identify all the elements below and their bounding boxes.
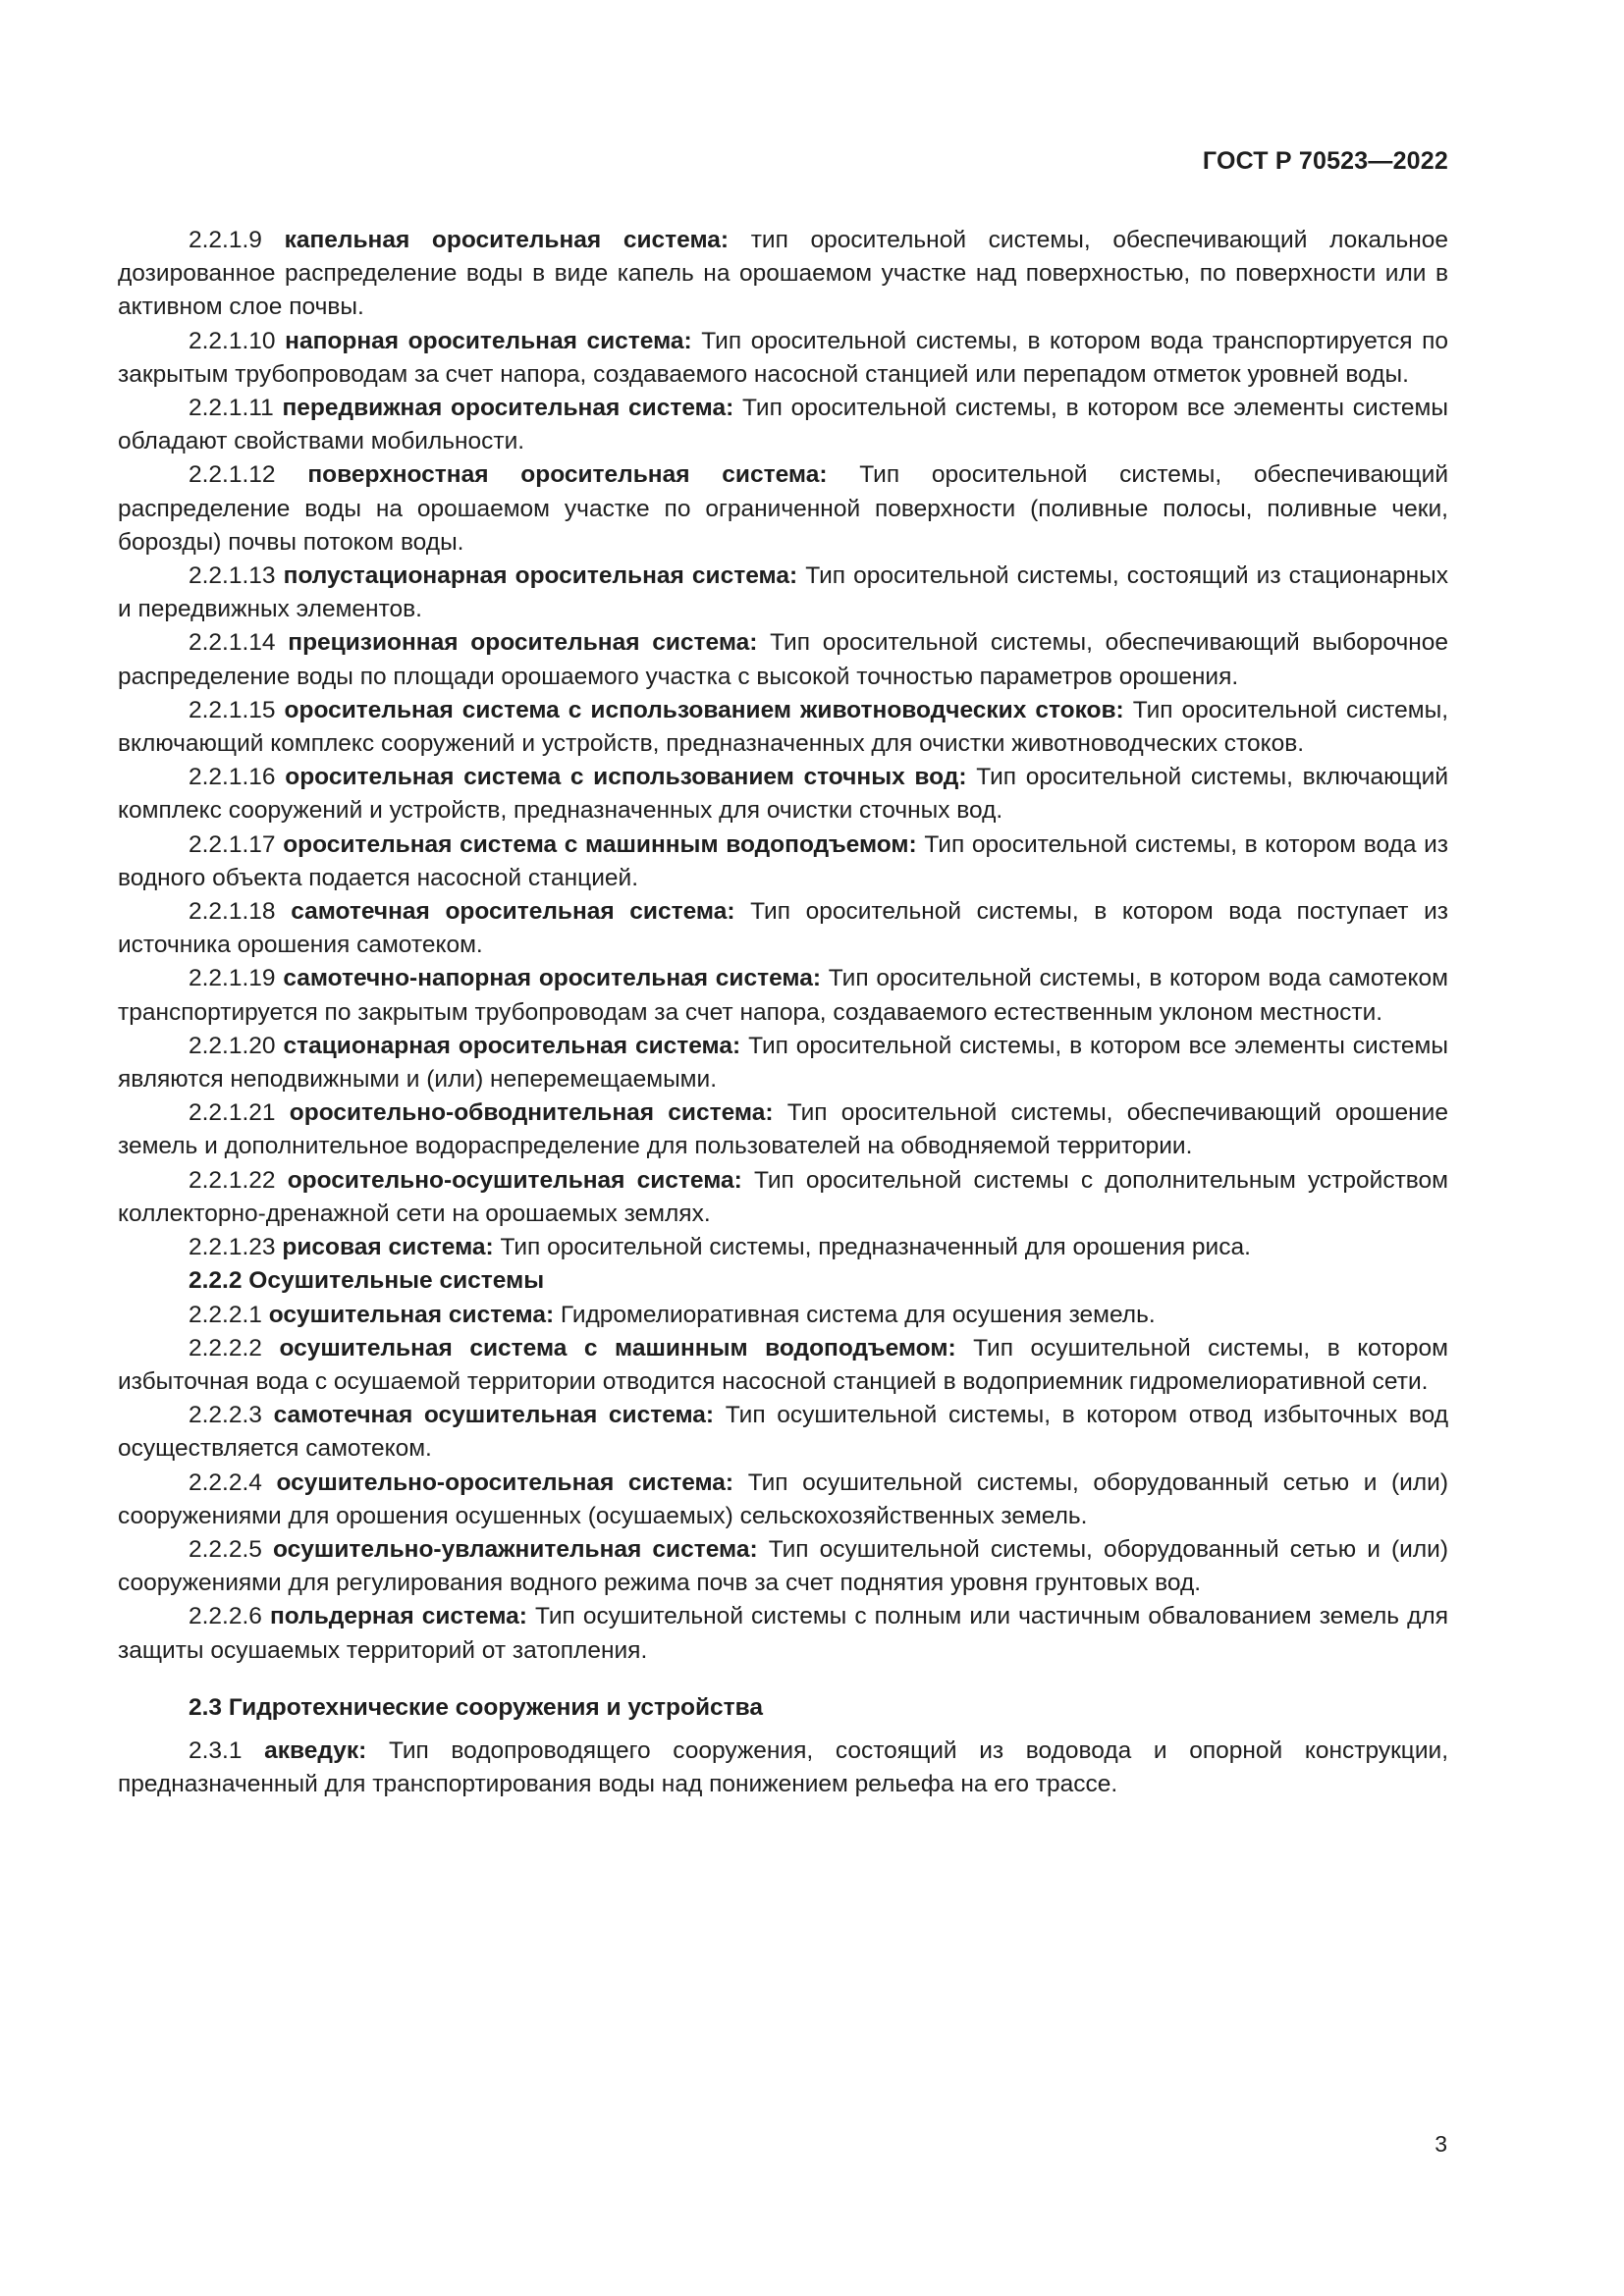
entry-term: оросительная система с использованием сточных вод: bbox=[285, 764, 967, 791]
entry-number: 2.2.1.9 bbox=[189, 227, 262, 253]
entry-definition: Тип оросительной системы, в котором все элементы системы обладают свойствами мобильности. bbox=[118, 395, 1448, 455]
definition-entry bbox=[118, 1299, 1448, 1332]
entry-term: прецизионная оросительная система: bbox=[288, 629, 758, 657]
definition-entry bbox=[118, 828, 1448, 895]
definition-entry bbox=[118, 1600, 1448, 1667]
definition-entry bbox=[118, 1096, 1448, 1163]
entry-number: 2.2.1.17 bbox=[189, 830, 276, 858]
entry-number: 2.2.2.6 bbox=[189, 1603, 262, 1630]
entry-number: 2.2.1.10 bbox=[189, 327, 276, 354]
entry-term: стационарная оросительная система: bbox=[283, 1032, 741, 1059]
entry-number: 2.2.1.18 bbox=[189, 898, 276, 926]
entry-number: 2.2.1.14 bbox=[189, 629, 276, 657]
entry-definition: Тип осушительной системы с полным или частичным обвалованием земель для защиты осушаемых территорий от затопления. bbox=[118, 1603, 1448, 1664]
definition-entry bbox=[118, 1332, 1448, 1399]
entry-definition: Тип оросительной системы, предназначенный для орошения риса. bbox=[500, 1234, 1251, 1261]
entry-definition: Тип оросительной системы, в котором вода из водного объекта подается насосной станцией. bbox=[118, 830, 1449, 891]
subsection-heading: 2.2.2 Осушительные системы bbox=[189, 1267, 545, 1295]
entry-definition: Тип осушительной системы, в котором отвод избыточных вод осуществляется самотеком. bbox=[118, 1402, 1449, 1463]
entry-term: передвижная оросительная система: bbox=[282, 395, 734, 422]
entry-definition: Тип оросительной системы, включающий комплекс сооружений и устройств, предназначенных для очистки животноводческих стоков. bbox=[118, 696, 1448, 758]
entry-definition: Тип оросительной системы, в котором вода транспортируется по закрытым трубопроводам за счет напора, создаваемого насосной станцией или перепадом отметок уровней воды. bbox=[118, 327, 1448, 388]
entry-term: оросительная система с использованием животноводческих стоков: bbox=[284, 696, 1124, 723]
entry-term: рисовая система: bbox=[282, 1234, 494, 1261]
definition-entry bbox=[118, 458, 1448, 560]
entry-definition: Тип оросительной системы, в котором вода самотеком транспортируется по закрытым трубопроводам за счет напора, создаваемого естественным уклоном местности. bbox=[118, 965, 1448, 1026]
page-number: 3 bbox=[1435, 2131, 1447, 2157]
definition-entry bbox=[118, 325, 1448, 392]
definition-entry bbox=[118, 1399, 1448, 1466]
entry-number: 2.2.1.22 bbox=[189, 1166, 276, 1194]
entry-term: полустационарная оросительная система: bbox=[283, 562, 798, 590]
document-body bbox=[118, 224, 1448, 1801]
entry-definition: Тип оросительной системы, обеспечивающий орошение земель и дополнительное водораспределение для пользователей на обводняемой территории. bbox=[118, 1099, 1448, 1160]
definition-entry bbox=[118, 1164, 1448, 1231]
definition-entry bbox=[118, 392, 1448, 458]
definition-entry bbox=[118, 560, 1448, 626]
definition-entry bbox=[118, 1533, 1448, 1600]
entry-definition: Тип оросительной системы, в котором вода поступает из источника орошения самотеком. bbox=[118, 898, 1449, 959]
entry-number: 2.2.1.15 bbox=[189, 696, 276, 723]
entry-number: 2.2.2.2 bbox=[189, 1334, 262, 1362]
entry-term: акведук: bbox=[264, 1736, 367, 1764]
entry-term: самотечная оросительная система: bbox=[291, 898, 735, 926]
entry-term: осушительно-увлажнительная система: bbox=[273, 1535, 758, 1563]
definition-entry bbox=[118, 1735, 1448, 1801]
entry-definition: Тип оросительной системы, включающий комплекс сооружений и устройств, предназначенных для очистки сточных вод. bbox=[118, 764, 1449, 825]
definition-entry bbox=[118, 626, 1448, 693]
entry-number: 2.2.1.12 bbox=[189, 461, 276, 489]
entry-term: оросительная система с машинным водоподъемом: bbox=[283, 830, 917, 858]
definition-entry bbox=[118, 962, 1448, 1029]
definition-entry bbox=[118, 224, 1448, 325]
entry-number: 2.2.1.23 bbox=[189, 1234, 276, 1261]
entry-term: поверхностная оросительная система: bbox=[307, 461, 828, 489]
entry-term: осушительная система с машинным водоподъемом: bbox=[279, 1334, 956, 1362]
definition-entry bbox=[118, 1231, 1448, 1264]
entry-definition: Тип оросительной системы, обеспечивающий выборочное распределение воды по площади орошаемого участка с высокой точностью параметров орошения. bbox=[118, 629, 1448, 690]
definition-entry bbox=[118, 694, 1448, 761]
entry-term: оросительно-обводнительная система: bbox=[289, 1099, 774, 1127]
entry-definition: Тип осушительной системы, в котором избыточная вода с осушаемой территории отводится насосной станцией в водоприемник гидромелиоративной сети. bbox=[118, 1334, 1448, 1395]
entry-definition: Тип оросительной системы, обеспечивающий распределение воды на орошаемом участке по ограниченной поверхности (поливные полосы, поливные чеки, борозды) почвы потоком воды. bbox=[118, 461, 1449, 556]
entry-definition: Тип осушительной системы, оборудованный сетью и (или) сооружениями для регулирования водного режима почв за счет поднятия уровня грунтовых вод. bbox=[118, 1535, 1449, 1597]
definition-entry bbox=[118, 1030, 1448, 1096]
entry-definition: Тип оросительной системы с дополнительным устройством коллекторно-дренажной сети на орошаемых землях. bbox=[118, 1166, 1449, 1227]
definition-entry bbox=[118, 761, 1448, 828]
entry-number: 2.2.2.4 bbox=[189, 1468, 262, 1496]
entry-term: оросительно-осушительная система: bbox=[287, 1166, 742, 1194]
entry-number: 2.3.1 bbox=[189, 1736, 243, 1764]
entry-number: 2.2.1.13 bbox=[189, 562, 276, 590]
entry-number: 2.2.1.16 bbox=[189, 764, 276, 791]
entry-definition: Тип оросительной системы, состоящий из стационарных и передвижных элементов. bbox=[118, 562, 1449, 623]
entry-term: напорная оросительная система: bbox=[285, 327, 692, 354]
entry-definition: тип оросительной системы, обеспечивающий локальное дозированное распределение воды в виде капель на орошаемом участке над поверхностью, по поверхности или в активном слое почвы. bbox=[118, 227, 1449, 321]
entry-number: 2.2.1.19 bbox=[189, 965, 276, 992]
entry-number: 2.2.1.20 bbox=[189, 1032, 276, 1059]
entry-number: 2.2.1.11 bbox=[189, 395, 274, 422]
entry-term: капельная оросительная система: bbox=[284, 227, 730, 253]
entry-term: польдерная система: bbox=[270, 1603, 527, 1630]
entry-definition: Тип оросительной системы, в котором все элементы системы являются неподвижными и (или) неперемещаемыми. bbox=[118, 1032, 1448, 1094]
entry-number: 2.2.1.21 bbox=[189, 1099, 276, 1127]
entry-term: самотечная осушительная система: bbox=[273, 1402, 715, 1429]
entry-number: 2.2.2.5 bbox=[189, 1535, 262, 1563]
definition-entry bbox=[118, 1467, 1448, 1533]
definition-entry bbox=[118, 895, 1448, 962]
entry-definition: Тип водопроводящего сооружения, состоящий из водовода и опорной конструкции, предназначенный для транспортирования воды над понижением рельефа на его трассе. bbox=[118, 1736, 1448, 1798]
entry-term: осушительно-оросительная система: bbox=[276, 1468, 734, 1496]
entry-term: самотечно-напорная оросительная система: bbox=[283, 965, 822, 992]
section-heading: 2.3 Гидротехнические сооружения и устройства bbox=[189, 1693, 764, 1721]
entry-term: осушительная система: bbox=[268, 1301, 555, 1328]
document-code: ГОСТ Р 70523—2022 bbox=[1202, 147, 1448, 175]
entry-number: 2.2.2.1 bbox=[189, 1301, 262, 1328]
entry-definition: Тип осушительной системы, оборудованный сетью и (или) сооружениями для орошения осушенных (осушаемых) сельскохозяйственных земель. bbox=[118, 1468, 1448, 1529]
entry-number: 2.2.2.3 bbox=[189, 1402, 262, 1429]
entry-definition: Гидромелиоративная система для осушения земель. bbox=[560, 1301, 1156, 1328]
